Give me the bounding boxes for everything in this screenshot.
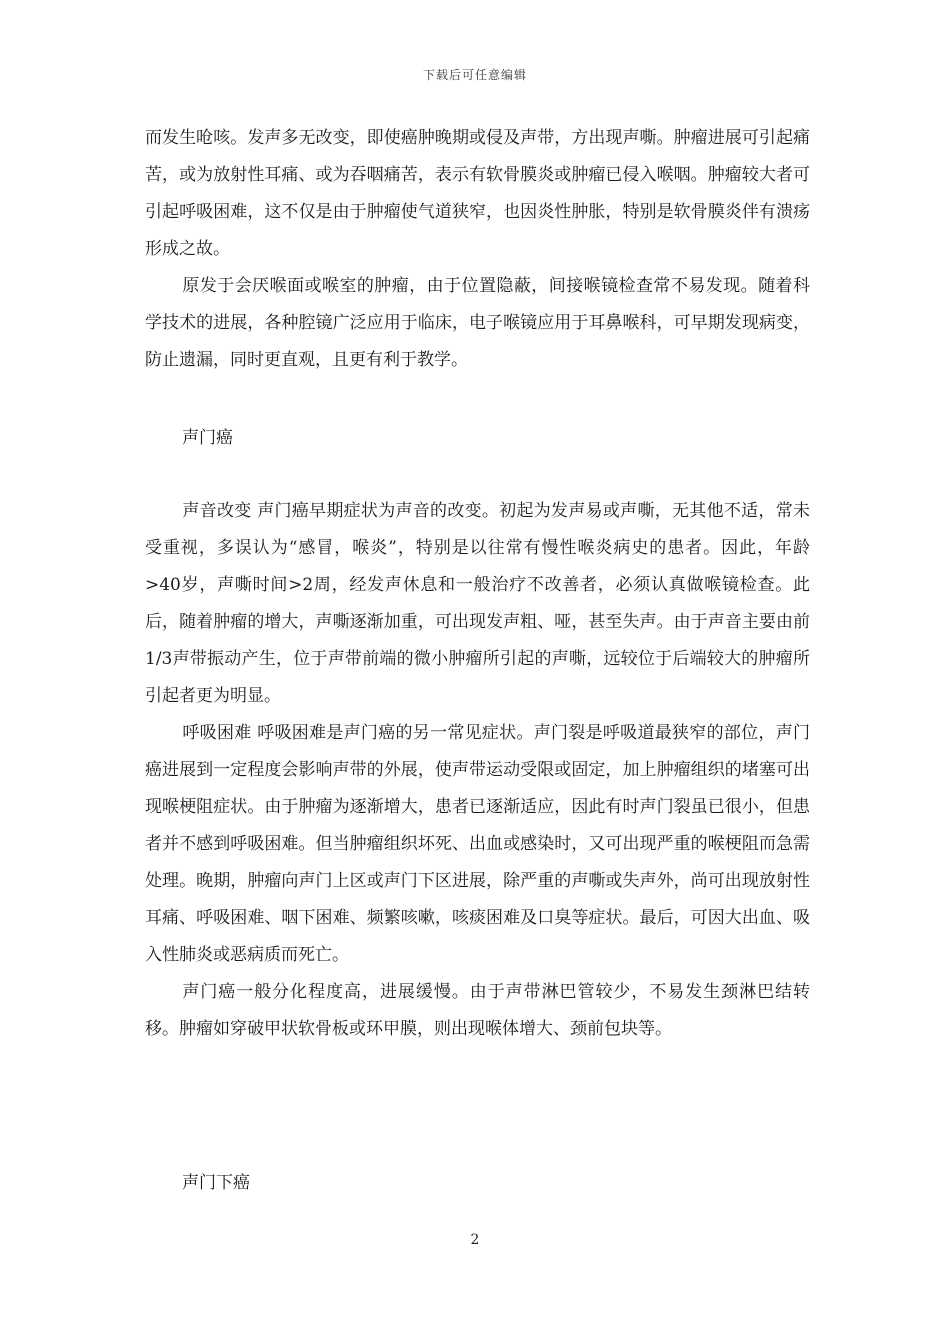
paragraph-dyspnea: 呼吸困难 呼吸困难是声门癌的另一常见症状。声门裂是呼吸道最狭窄的部位，声门癌进展到一定程度会影响声带的外展，使声带运动受限或固定，加上肿瘤组织的堵塞可出现喉梗阻症状。由于肿瘤为逐渐增大，患者已逐渐适应，因此有时声门裂虽已很小，但患者并不感到呼吸困难。但当肿瘤组织坏死、出血或感染时，又可出现严重的喉梗阻而急需处理。晚期，肿瘤向声门上区或声门下区进展，除严重的声嘶或失声外，尚可出现放射性耳痛、呼吸困难、咽下困难、频繁咳嗽，咳痰困难及口臭等症状。最后，可因大出血、吸入性肺炎或恶病质而死亡。: [145, 723, 810, 965]
paragraph-differentiation: 声门癌一般分化程度高，进展缓慢。由于声带淋巴管较少，不易发生颈淋巴结转移。肿瘤如穿破甲状软骨板或环甲膜，则出现喉体增大、颈前包块等。: [145, 982, 810, 1039]
section-heading-subglottic-cancer: 声门下癌: [182, 1173, 250, 1193]
top-text-block: [145, 120, 810, 379]
paragraph-voice-change: 声音改变 声门癌早期症状为声音的改变。初起为发声易或声嘶，无其他不适，常未受重视，多误认为“感冒，喉炎”，特别是以往常有慢性喉炎病史的患者。因此，年龄>40岁，声嘶时间>2周，经发声休息和一般治疗不改善者，必须认真做喉镜检查。此后，随着肿瘤的增大，声嘶逐渐加重，可出现发声粗、哑，甚至失声。由于声音主要由前1/3声带振动产生，位于声带前端的微小肿瘤所引起的声嘶，远较位于后端较大的肿瘤所引起者更为明显。: [145, 501, 810, 706]
paragraph-continued: 而发生呛咳。发声多无改变，即使癌肿晚期或侵及声带，方出现声嘶。肿瘤进展可引起痛苦，或为放射性耳痛、或为吞咽痛苦，表示有软骨膜炎或肿瘤已侵入喉咽。肿瘤较大者可引起呼吸困难，这不仅是由于肿瘤使气道狭窄，也因炎性肿胀，特别是软骨膜炎伴有溃疡形成之故。: [145, 128, 810, 259]
page-header: 下载后可任意编辑: [422, 68, 527, 82]
page-number: 2: [470, 1232, 480, 1248]
glottic-cancer-text-block: [145, 493, 810, 1048]
section-heading-glottic-cancer: 声门癌: [182, 428, 233, 448]
paragraph-hidden-tumor: 原发于会厌喉面或喉室的肿瘤，由于位置隐蔽，间接喉镜检查常不易发现。随着科学技术的进展，各种腔镜广泛应用于临床，电子喉镜应用于耳鼻喉科，可早期发现病变，防止遗漏，同时更直观，且更有利于教学。: [145, 276, 810, 370]
